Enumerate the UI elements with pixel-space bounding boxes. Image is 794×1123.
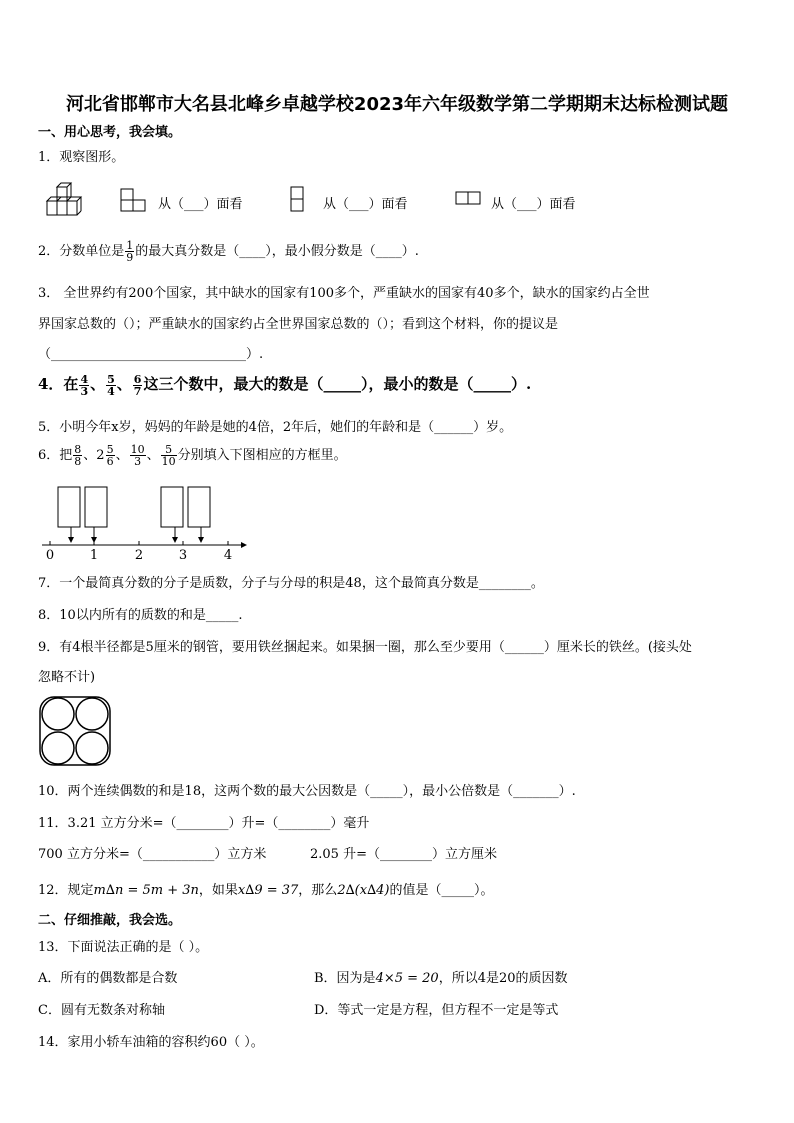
fraction-1-9 [125, 240, 134, 263]
fraction-8-8 [73, 444, 82, 467]
q2-suffix: 的最大真分数是（____），最小假分数是（____）. [135, 244, 419, 259]
section-2-heading: 二、仔细推敲，我会选。 [38, 913, 182, 928]
answer-box-4 [188, 487, 210, 527]
tick-label: 0 [45, 548, 55, 563]
fraction-denominator: 9 [126, 251, 134, 264]
question-9-line-2: 忽略不计) [38, 670, 96, 685]
tick-label: 3 [178, 548, 188, 563]
mixed-number-whole: 2 [96, 448, 105, 463]
q12-suffix: 的值是（_____）。 [389, 883, 494, 898]
q12-prefix: 12．规定 [38, 883, 94, 898]
fraction-numerator: 5 [106, 443, 114, 456]
fraction-denominator: 7 [133, 384, 142, 398]
q12-rule: m∆n = 5m + 3n [93, 883, 199, 898]
question-3-line-2: 界国家总数的（）；严重缺水的国家约占全世界国家总数的（）；看到这个材料，你的提议是 [38, 317, 559, 332]
section-1-heading: 一、用心思考，我会填。 [38, 125, 182, 140]
fraction-denominator: 4 [107, 384, 115, 398]
fraction-numerator: 5 [107, 372, 115, 386]
question-7: 7．一个最简真分数的分子是质数，分子与分母的积是48，这个最简真分数是________。 [38, 576, 544, 591]
fraction-4-3 [79, 374, 89, 397]
tick-label: 2 [134, 548, 144, 563]
fraction-5-6 [106, 444, 115, 467]
view-answer-2: 从（___）面看 [323, 197, 408, 212]
fraction-5-4 [106, 374, 116, 397]
fraction-6-7 [133, 374, 143, 397]
q6-prefix: 6．把 [38, 448, 73, 463]
question-3-line-1: 3． 全世界约有200个国家，其中缺水的国家有100多个，严重缺水的国家有40多个，缺水的国家约占全世 [38, 286, 650, 301]
question-4 [38, 373, 531, 397]
question-12 [38, 879, 494, 898]
tick-label: 4 [223, 548, 233, 563]
question-11-line-1: 11．3.21 立方分米=（________）升=（________）毫升 [38, 816, 370, 831]
page-title: 河北省邯郸市大名县北峰乡卓越学校2023年六年级数学第二学期期末达标检测试题 [65, 94, 729, 115]
view-figure-2 [289, 186, 305, 212]
question-6 [38, 444, 347, 467]
tick-label: 1 [89, 548, 99, 563]
question-2 [38, 240, 419, 263]
q2-prefix: 2．分数单位是 [38, 244, 125, 259]
q12-mid2: ，那么 [298, 883, 338, 898]
question-13: 13．下面说法正确的是（ ）。 [38, 940, 209, 955]
question-14: 14．家用小轿车油箱的容积约60（ ）。 [38, 1035, 264, 1050]
fraction-numerator: 4 [80, 372, 89, 386]
q6-suffix: 分别填入下图相应的方框里。 [177, 448, 347, 463]
separator: 、 [115, 448, 129, 463]
fraction-denominator: 8 [74, 455, 82, 468]
cube-stack-figure [46, 186, 80, 216]
q12-expression: 2∆(x∆4) [337, 883, 390, 898]
question-11-line-2a: 700 立方分米=（___________）立方米 [38, 847, 267, 862]
separator: 、 [146, 448, 160, 463]
fraction-numerator: 1 [126, 239, 134, 252]
question-1: 1．观察图形。 [38, 150, 125, 165]
question-11-line-2b: 2.05 升=（________）立方厘米 [310, 847, 497, 862]
separator: 、 [116, 375, 132, 393]
question-10: 10．两个连续偶数的和是18，这两个数的最大公因数是（_____），最小公倍数是（_______）. [38, 784, 576, 799]
q4-suffix: 这三个数中，最大的数是（_____），最小的数是（_____）. [143, 375, 532, 393]
fraction-denominator: 6 [106, 455, 114, 468]
fraction-numerator: 10 [130, 443, 145, 456]
q12-mid: ，如果 [198, 883, 238, 898]
fraction-numerator: 6 [133, 372, 142, 386]
fraction-10-3 [130, 444, 146, 467]
view-figure-3 [455, 191, 483, 207]
separator: 、 [83, 448, 97, 463]
four-pipes-figure [39, 696, 111, 766]
option-d: D．等式一定是方程，但方程不一定是等式 [314, 1003, 559, 1018]
q4-prefix: 4．在 [38, 375, 79, 393]
fraction-numerator: 5 [161, 444, 177, 456]
option-b-expression: 4×5 = 20 [375, 971, 439, 986]
fraction-denominator: 3 [80, 384, 89, 398]
fraction-denominator: 3 [134, 455, 142, 468]
view-answer-1: 从（___）面看 [158, 197, 243, 212]
option-b-prefix: B．因为是 [314, 971, 376, 986]
question-8: 8．10以内所有的质数的和是_____. [38, 608, 243, 623]
answer-box-3 [161, 487, 183, 527]
view-figure-1 [120, 188, 148, 212]
view-answer-3: 从（___）面看 [491, 197, 576, 212]
option-c: C．圆有无数条对称轴 [38, 1003, 165, 1018]
fraction-numerator: 8 [74, 443, 82, 456]
question-3-line-3: （______________________________）. [38, 347, 264, 362]
question-9-line-1: 9．有4根半径都是5厘米的钢管，要用铁丝捆起来。如果捆一圈，那么至少要用（______）厘米长的铁丝。(接头处 [38, 640, 692, 655]
answer-box-1 [58, 487, 80, 527]
question-5: 5．小明今年x岁，妈妈的年龄是她的4倍，2年后，她们的年龄和是（______）岁。 [38, 420, 513, 435]
separator: 、 [90, 375, 106, 393]
fraction-denominator: 10 [161, 455, 176, 468]
answer-box-2 [85, 487, 107, 527]
q12-condition: x∆9 = 37 [237, 883, 299, 898]
number-line-figure [40, 486, 260, 564]
fraction-5-10 [161, 444, 177, 467]
option-b [314, 967, 568, 986]
option-a: A．所有的偶数都是合数 [38, 971, 178, 986]
option-b-suffix: ，所以4是20的质因数 [438, 971, 568, 986]
